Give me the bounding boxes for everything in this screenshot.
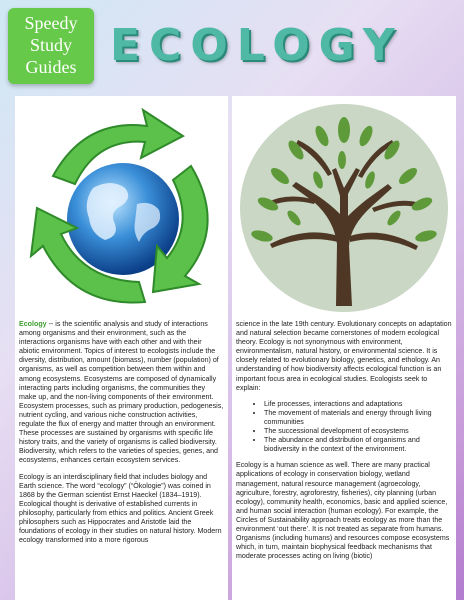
tree-illustration [232,96,456,318]
list-item: • The successional development of ecosystems [264,427,452,436]
left-panel [15,96,228,600]
speedy-study-guides-logo [8,8,94,84]
logo-line-2: Study [29,35,72,55]
list-item: • Life processes, interactions and adaptations [264,400,452,409]
evolution-paragraph: science in the late 19th century. Evolutionary concepts on adaptation and natural selection became cornerstones of modern ecological theory. Ecology is not synonymous with environment, environmentalism, natural history, or environmental science. It is closely related to evolutionary biology, genetics, and ethology. An understanding of how biodiversity affects ecological function is an important focus area in ecological studies. Ecologists seek to explain: [236,320,452,392]
left-column-text [19,320,224,552]
definition-text: -- is the scientific analysis and study of interactions among organisms and their environment, such as the interactions organisms have with each other and with their abiotic environment. Topics of interest to ecologists include the diversity, distribution, amount (biomass), number (population) of organisms, as well as competition between them within and among ecosystems. Ecosystems are composed of dynamically interacting parts including organisms, the communities they make up, and the non-living components of their environment. Ecosystem processes, such as primary production, pedogenesis, nutrient cycling, and various niche construction activities, regulate the flux of energy and matter through an environment. These processes are sustained by organisms with specific life history traits, and the variety of organisms is called biodiversity. Biodiversity, which refers to the varieties of species, genes, and ecosystems, enhances certain ecosystem services. [19,320,224,465]
recycling-globe-illustration [15,96,228,318]
right-column-text [236,320,452,568]
page-title: ECOLOGY [110,20,404,71]
ecologists-explain-list [236,400,452,455]
logo-line-3: Guides [25,57,77,77]
list-item: • The movement of materials and energy through living communities [264,409,452,427]
right-panel [232,96,456,600]
logo-line-1: Speedy [24,13,78,33]
human-science-paragraph: Ecology is a human science as well. There are many practical applications of ecology in conservation biology, wetland management, natural resource management (agroecology, agriculture, forestry, agroforestry, fisheries), city planning (urban ecology), community health, economics, basic and applied science, and human social interaction (human ecology). For example, the Circles of Sustainability approach treats ecology as more than the environment ‘out there’. It is not treated as separate from humans. Organisms (including humans) and resources compose ecosystems which, in turn, maintain biophysical feedback mechanisms that moderate processes acting on living (biotic) [236,461,450,561]
ecology-term: Ecology [19,320,47,328]
list-item: • The abundance and distribution of organisms and biodiversity in the context of the environment. [264,436,452,454]
ecology-definition [19,320,224,466]
interdisciplinary-paragraph: Ecology is an interdisciplinary field that includes biology and Earth science. The word “ecology” (“Ökologie”) was coined in 1868 by the German scientist Ernst Haeckel (1834–1919). Ecological thought is derivative of established currents in philosophy, particularly from ethics and politics. Ancient Greek philosophers such as Hippocrates and Aristotle laid the foundations of ecology in their studies on natural history. Modern ecology transformed into a more rigorous [19,472,222,545]
